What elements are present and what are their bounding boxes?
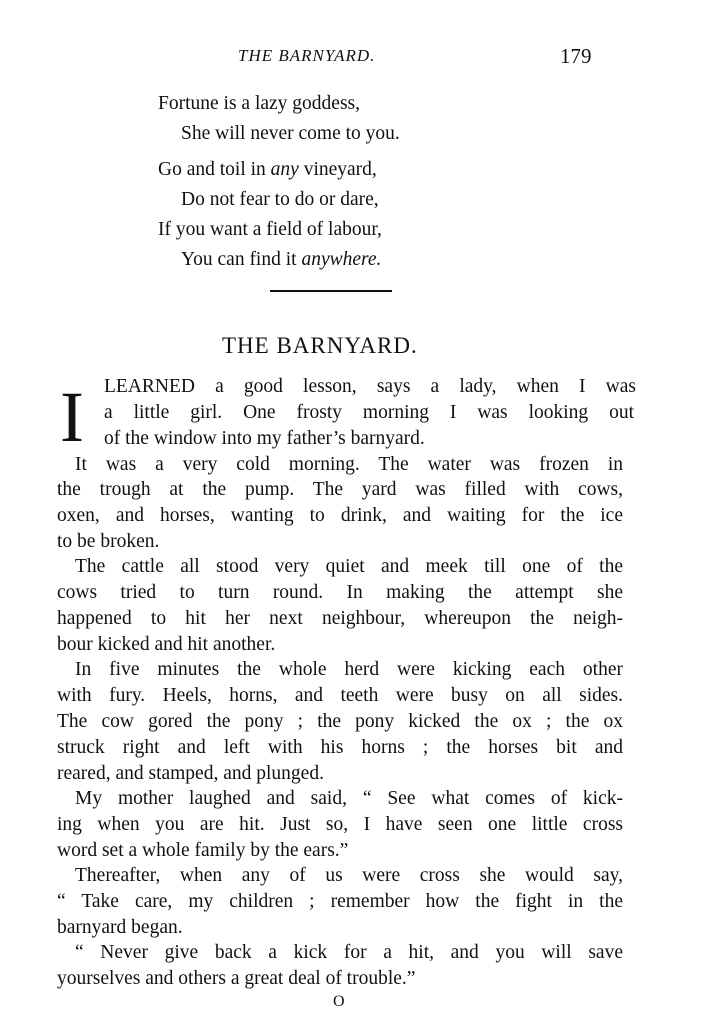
body-text-line: a little girl. One frosty morning I was looking out [104, 402, 634, 423]
poem-line: Fortune is a lazy goddess, [158, 93, 361, 114]
poem-line: If you want a field of labour, [158, 219, 382, 240]
poem-line: She will never come to you. [181, 123, 400, 144]
emphasis-text: anywhere. [301, 249, 382, 270]
poem-line: Do not fear to do or dare, [181, 189, 379, 210]
poem-line: You can find it anywhere. [181, 249, 382, 270]
body-text-line: ing when you are hit. Just so, I have seen one little cross [57, 814, 623, 835]
body-text-line: The cattle all stood very quiet and meek till one of the [75, 556, 623, 577]
body-text-line: happened to hit her next neighbour, whereupon the neigh- [57, 608, 623, 629]
page-number: 179 [560, 44, 592, 68]
body-text-line: LEARNED a good lesson, says a lady, when I was [104, 376, 636, 397]
end-mark: O [333, 993, 345, 1010]
body-text-line: The cow gored the pony ; the pony kicked the ox ; the ox [57, 711, 623, 732]
body-text-line: Thereafter, when any of us were cross she would say, [75, 865, 623, 886]
body-text-line: yourselves and others a great deal of trouble.” [57, 968, 416, 989]
body-text-line: In five minutes the whole herd were kicking each other [75, 659, 623, 680]
poem-stanza-1 [158, 89, 578, 149]
body-text-line: “ Never give back a kick for a hit, and you will save [75, 942, 623, 963]
body-text-line: cows tried to turn round. In making the attempt she [57, 582, 623, 603]
section-title: THE BARNYARD. [222, 333, 418, 358]
page-header [0, 44, 712, 74]
body-text-line: bour kicked and hit another. [57, 634, 276, 655]
body-text-line: barnyard began. [57, 917, 183, 938]
body-text-line: reared, and stamped, and plunged. [57, 763, 324, 784]
emphasis-text: any [270, 159, 299, 180]
body-text-line: the trough at the pump. The yard was filled with cows, [57, 479, 623, 500]
section-divider [270, 290, 392, 292]
body-text-line: with fury. Heels, horns, and teeth were busy on all sides. [57, 685, 623, 706]
body-text-line: of the window into my father’s barnyard. [104, 428, 425, 449]
poem-line: Go and toil in any vineyard, [158, 159, 377, 180]
body-text-line: It was a very cold morning. The water was frozen in [75, 454, 623, 475]
running-head: THE BARNYARD. [238, 46, 376, 65]
drop-cap: I [60, 377, 84, 457]
body-text-line: struck right and left with his horns ; the horses bit and [57, 737, 623, 758]
body-text-line: word set a whole family by the ears.” [57, 840, 349, 861]
body-text-line: “ Take care, my children ; remember how the fight in the [57, 891, 623, 912]
body-text-line: to be broken. [57, 531, 160, 552]
poem-stanza-2 [158, 155, 578, 275]
body-text-line: oxen, and horses, wanting to drink, and waiting for the ice [57, 505, 623, 526]
body-text-line: My mother laughed and said, “ See what comes of kick- [75, 788, 623, 809]
